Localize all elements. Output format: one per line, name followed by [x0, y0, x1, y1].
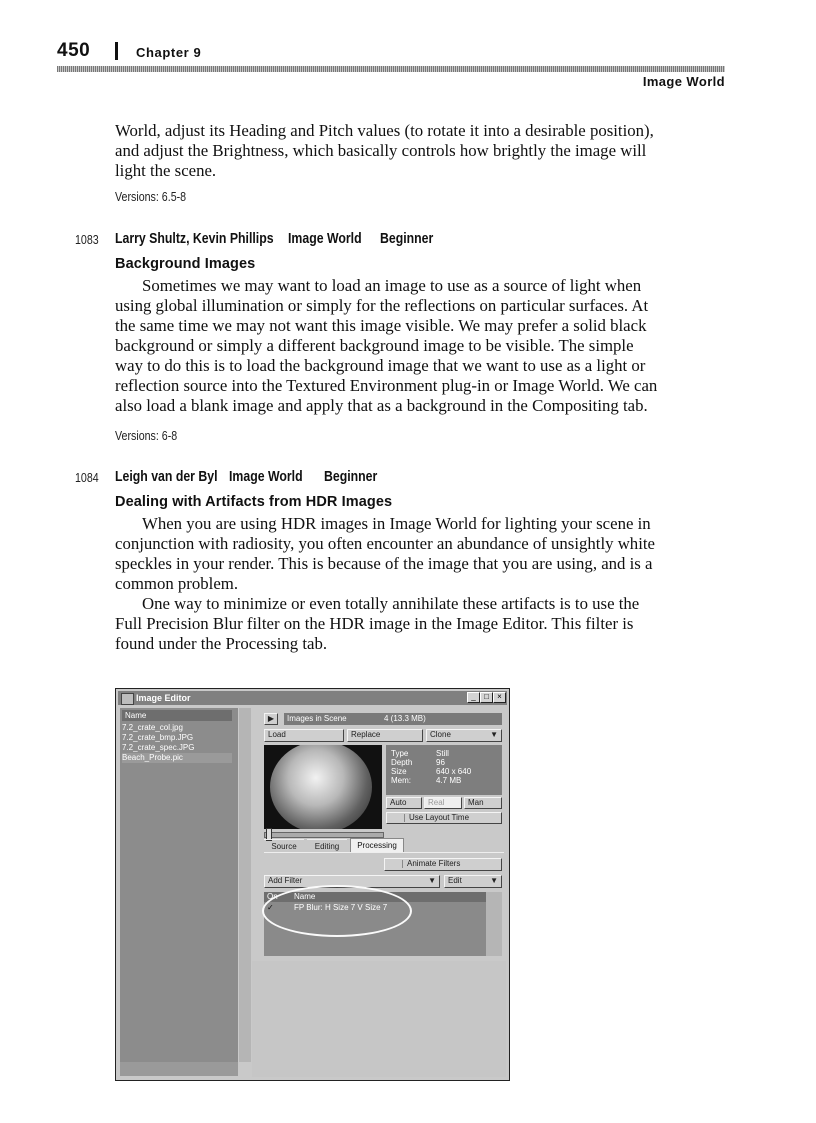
chevron-down-icon: ▼ [490, 876, 498, 885]
filter-list-scrollbar[interactable] [486, 892, 502, 956]
images-in-scene-label: Images in Scene [287, 714, 347, 723]
clone-dropdown[interactable]: Clone ▼ [426, 729, 502, 742]
text-line: way to do this is to load the background image that we want to use as a light or [115, 356, 646, 375]
image-preview [264, 745, 382, 829]
text-line: also load a blank image and apply that as a background in the Compositing tab. [115, 396, 648, 415]
tip-category: Image World [288, 230, 362, 247]
tab-processing[interactable]: Processing [350, 838, 404, 853]
header-separator [115, 42, 118, 60]
tip-1083-versions: Versions: 6-8 [115, 428, 178, 443]
tip-category: Image World [229, 468, 303, 485]
animate-filters-toggle[interactable]: Animate Filters [384, 858, 502, 871]
file-list-footer [120, 1062, 238, 1076]
page-number: 450 [57, 40, 91, 61]
list-item[interactable]: 7.2_crate_bmp.JPG [122, 733, 194, 742]
text-line: reflection source into the Textured Environment plug-in or Image World. We can [115, 376, 658, 395]
list-item[interactable]: 7.2_crate_col.jpg [122, 723, 183, 732]
text-line: Sometimes we may want to load an image to use as a source of light when [142, 276, 642, 295]
replace-button[interactable]: Replace [347, 729, 423, 742]
filter-col-on: On [267, 892, 278, 901]
tip-1083-title: Background Images [115, 256, 256, 272]
list-item[interactable]: Beach_Probe.pic [122, 753, 232, 763]
text-line: light the scene. [115, 161, 217, 180]
tip-number: 1083 [75, 232, 99, 247]
tip-1084-body [115, 514, 730, 654]
tip-level: Beginner [324, 468, 378, 485]
window-title: Image Editor [136, 693, 191, 703]
info-mem-value: 4.7 MB [436, 776, 462, 785]
intro-versions: Versions: 6.5-8 [115, 189, 187, 204]
header-rule [57, 66, 725, 72]
tip-authors: Larry Shultz, Kevin Phillips [115, 230, 274, 247]
list-header: Name [122, 710, 232, 721]
text-line: When you are using HDR images in Image World for lighting your scene in [142, 514, 651, 533]
chevron-down-icon: ▼ [490, 730, 498, 739]
text-line: background or simply a different background image to be visible. The simple [115, 336, 634, 355]
window-titlebar [118, 691, 507, 705]
tip-level: Beginner [380, 230, 434, 247]
text-line: using global illumination or simply for the reflections on particular surfaces. At [115, 296, 649, 315]
info-depth-label: Depth [391, 758, 413, 767]
info-size-label: Size [391, 767, 407, 776]
text-line: conjunction with radiosity, you often encounter an abundance of unsightly white [115, 534, 655, 553]
tip-number: 1084 [75, 470, 99, 485]
tip-1084-title: Dealing with Artifacts from HDR Images [115, 494, 393, 510]
highlight-ellipse [262, 885, 412, 937]
tab-editing[interactable]: Editing [307, 839, 347, 853]
text-line: World, adjust its Heading and Pitch values (to rotate it into a desirable position), [115, 121, 654, 140]
info-type-value: Still [436, 749, 449, 758]
edit-dropdown[interactable]: Edit ▼ [444, 875, 502, 888]
close-icon[interactable]: × [493, 692, 506, 703]
minimize-icon[interactable]: _ [467, 692, 480, 703]
tip-authors: Leigh van der Byl [115, 468, 218, 485]
toggle-box [390, 814, 405, 822]
check-icon[interactable]: ✓ [267, 903, 274, 912]
toggle-box [388, 860, 403, 868]
text-line: found under the Processing tab. [115, 634, 328, 653]
chevron-down-icon: ▼ [428, 876, 436, 885]
app-icon [121, 693, 134, 705]
text-line: the same time we may not want this image visible. We may prefer a solid black [115, 316, 647, 335]
filter-name: FP Blur: H Size 7 V Size 7 [294, 903, 388, 912]
list-item[interactable]: 7.2_crate_spec.JPG [122, 743, 195, 752]
text-line: common problem. [115, 574, 239, 593]
images-in-scene-bar [284, 713, 502, 725]
real-button[interactable]: Real [424, 797, 462, 809]
images-in-scene-value: 4 (13.3 MB) [384, 714, 426, 723]
info-mem-label: Mem: [391, 776, 411, 785]
chapter-label: Chapter 9 [136, 45, 202, 60]
man-button[interactable]: Man [464, 797, 502, 809]
text-line: One way to minimize or even totally annihilate these artifacts is to use the [142, 594, 640, 613]
text-line: and adjust the Brightness, which basically controls how brightly the image will [115, 141, 647, 160]
hdr-probe-sphere [270, 745, 372, 829]
file-list-panel [120, 708, 238, 1062]
tip-1083-body [115, 276, 730, 416]
tab-divider [264, 852, 504, 853]
image-editor-screenshot [115, 688, 510, 1081]
tab-source[interactable]: Source [264, 839, 304, 853]
empty-panel-area [252, 961, 506, 1077]
play-icon[interactable]: ▶ [264, 713, 278, 725]
maximize-icon[interactable]: □ [480, 692, 493, 703]
info-type-label: Type [391, 749, 409, 758]
file-list-scrollbar[interactable] [239, 708, 251, 1062]
auto-button[interactable]: Auto [386, 797, 422, 809]
text-line: speckles in your render. This is because of the image that you are using, and is a [115, 554, 653, 573]
running-title: Image World [642, 74, 725, 89]
use-layout-time-toggle[interactable]: Use Layout Time [386, 812, 502, 824]
image-info-box [386, 745, 502, 795]
file-list[interactable] [122, 723, 232, 763]
add-filter-dropdown[interactable]: Add Filter ▼ [264, 875, 440, 888]
filter-col-name: Name [294, 892, 316, 901]
intro-paragraph [115, 121, 730, 181]
load-button[interactable]: Load [264, 729, 344, 742]
text-line: Full Precision Blur filter on the HDR image in the Image Editor. This filter is [115, 614, 634, 633]
info-depth-value: 96 [436, 758, 445, 767]
info-size-value: 640 x 640 [436, 767, 472, 776]
